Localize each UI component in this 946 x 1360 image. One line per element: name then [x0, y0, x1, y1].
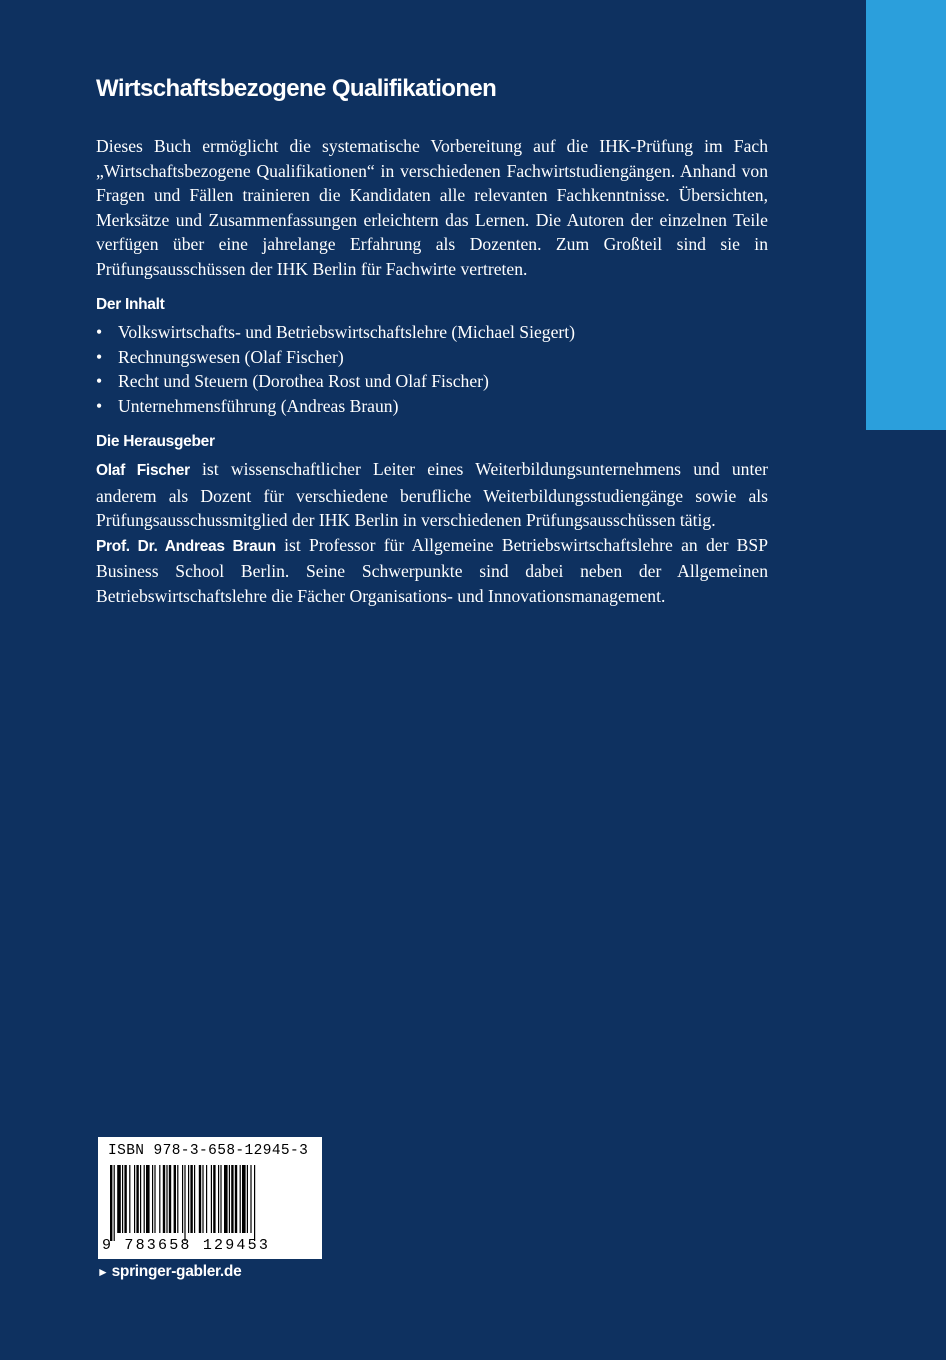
barcode-bar [122, 1165, 123, 1233]
isbn-label: ISBN 978-3-658-12945-3 [108, 1143, 309, 1159]
website-url: springer-gabler.de [111, 1263, 242, 1280]
barcode-bar [134, 1165, 135, 1233]
barcode-bar [177, 1165, 178, 1233]
barcode-bar [218, 1165, 219, 1233]
barcode-bar [254, 1165, 255, 1241]
bullet-icon: • [96, 371, 103, 391]
barcode-bar [146, 1165, 150, 1233]
barcode-bar [184, 1165, 185, 1241]
barcode-bar [182, 1165, 183, 1233]
barcode-bar [174, 1165, 176, 1233]
barcode-bar [117, 1165, 121, 1233]
list-item-text: Recht und Steuern (Dorothea Rost und Olaf Fischer) [118, 371, 489, 391]
barcode-bar [163, 1165, 165, 1233]
isbn-barcode [98, 1137, 322, 1259]
barcode-bar [144, 1165, 145, 1233]
editor-name: Olaf Fischer [96, 462, 190, 479]
barcode-bar [202, 1165, 203, 1233]
barcode-bar [235, 1165, 237, 1233]
cover-text [96, 74, 768, 608]
editor-name: Prof. Dr. Andreas Braun [96, 537, 276, 555]
barcode-bar [124, 1165, 126, 1233]
editors-heading: Die Herausgeber [96, 433, 215, 450]
barcode-bar [224, 1165, 228, 1233]
barcode-bar [213, 1165, 215, 1233]
intro-paragraph: Dieses Buch ermöglicht die systematische Vorbereitung auf die IHK-Prüfung im Fach „Wirtschaftsbezogene Qualifikationen“ in verschiedenen Fachwirtstudiengängen. Anhand von Fragen und Fällen trainieren die Kandidaten alle relevanten Fachkenntnisse. Übersichten, Merksätze und Zusammenfassungen erleichtern das Lernen. Die Autoren der einzelnen Teile verfügen über eine jahrelange Erfahrung als Dozenten. Zum Großteil sind sie in Prüfungsausschüssen der IHK Berlin für Fachwirte vertreten. [96, 136, 768, 279]
bullet-icon: • [96, 322, 103, 342]
barcode-bar [166, 1165, 167, 1233]
barcode-digits: 9 783658 129453 [102, 1237, 271, 1254]
barcode-bar [140, 1165, 141, 1233]
editor-bio-braun [96, 533, 768, 609]
editor-bio-text: ist wissenschaftlicher Leiter eines Weiterbildungsunternehmens und unter anderem als Dozent für verschiedene berufliche Weiterbildungsstudiengänge sowie als Prüfungsausschussmitglied der IHK Berlin in verschiedenen Prüfungsausschüssen tätig. [96, 459, 768, 530]
barcode-bar [136, 1165, 138, 1233]
barcode-bar [229, 1165, 230, 1233]
barcode-bar [110, 1165, 112, 1241]
book-title: Wirtschaftsbezogene Qualifikationen [96, 75, 497, 102]
barcode-bars [106, 1165, 314, 1241]
bullet-icon: • [96, 346, 103, 367]
barcode-bar [190, 1165, 192, 1233]
contents-list [96, 320, 768, 418]
barcode-bar [240, 1165, 241, 1233]
arrow-icon: ► [97, 1265, 109, 1279]
barcode-bar [114, 1165, 115, 1241]
list-item [96, 369, 768, 394]
editor-bio-text: ist Professor für Allgemeine Betriebswirtschaftslehre an der BSP Business School Berlin. Seine Schwerpunkte sind dabei neben der Allgemeinen Betriebswirtschaftslehre die Fächer Organisations- und Innovationsmanagement. [96, 534, 768, 606]
barcode-bar [220, 1165, 221, 1233]
barcode-bar [169, 1165, 171, 1233]
contents-heading: Der Inhalt [96, 296, 165, 313]
barcode-bar [152, 1165, 153, 1233]
list-item [96, 345, 768, 370]
list-item [96, 394, 768, 419]
barcode-bar [250, 1165, 251, 1233]
barcode-bar [188, 1165, 189, 1233]
barcode-bar [242, 1165, 246, 1233]
barcode-bar [154, 1165, 155, 1233]
bullet-icon: • [96, 395, 103, 416]
barcode-bar [129, 1165, 130, 1233]
publisher-website[interactable] [97, 1263, 241, 1281]
list-item-text: Unternehmensführung (Andreas Braun) [118, 395, 399, 416]
barcode-bar [206, 1165, 207, 1233]
barcode-bar [211, 1165, 212, 1233]
barcode-bar [247, 1165, 248, 1233]
barcode-bar [231, 1165, 233, 1233]
barcode-bar [159, 1165, 160, 1233]
editor-bio-fischer [96, 457, 768, 533]
barcode-bar [199, 1165, 201, 1233]
list-item-text: Volkswirtschafts- und Betriebswirtschaftslehre (Michael Siegert) [118, 322, 575, 342]
list-item-text: Rechnungswesen (Olaf Fischer) [118, 346, 344, 367]
barcode-bar [194, 1165, 195, 1233]
accent-bar [866, 0, 946, 430]
list-item [96, 320, 768, 345]
